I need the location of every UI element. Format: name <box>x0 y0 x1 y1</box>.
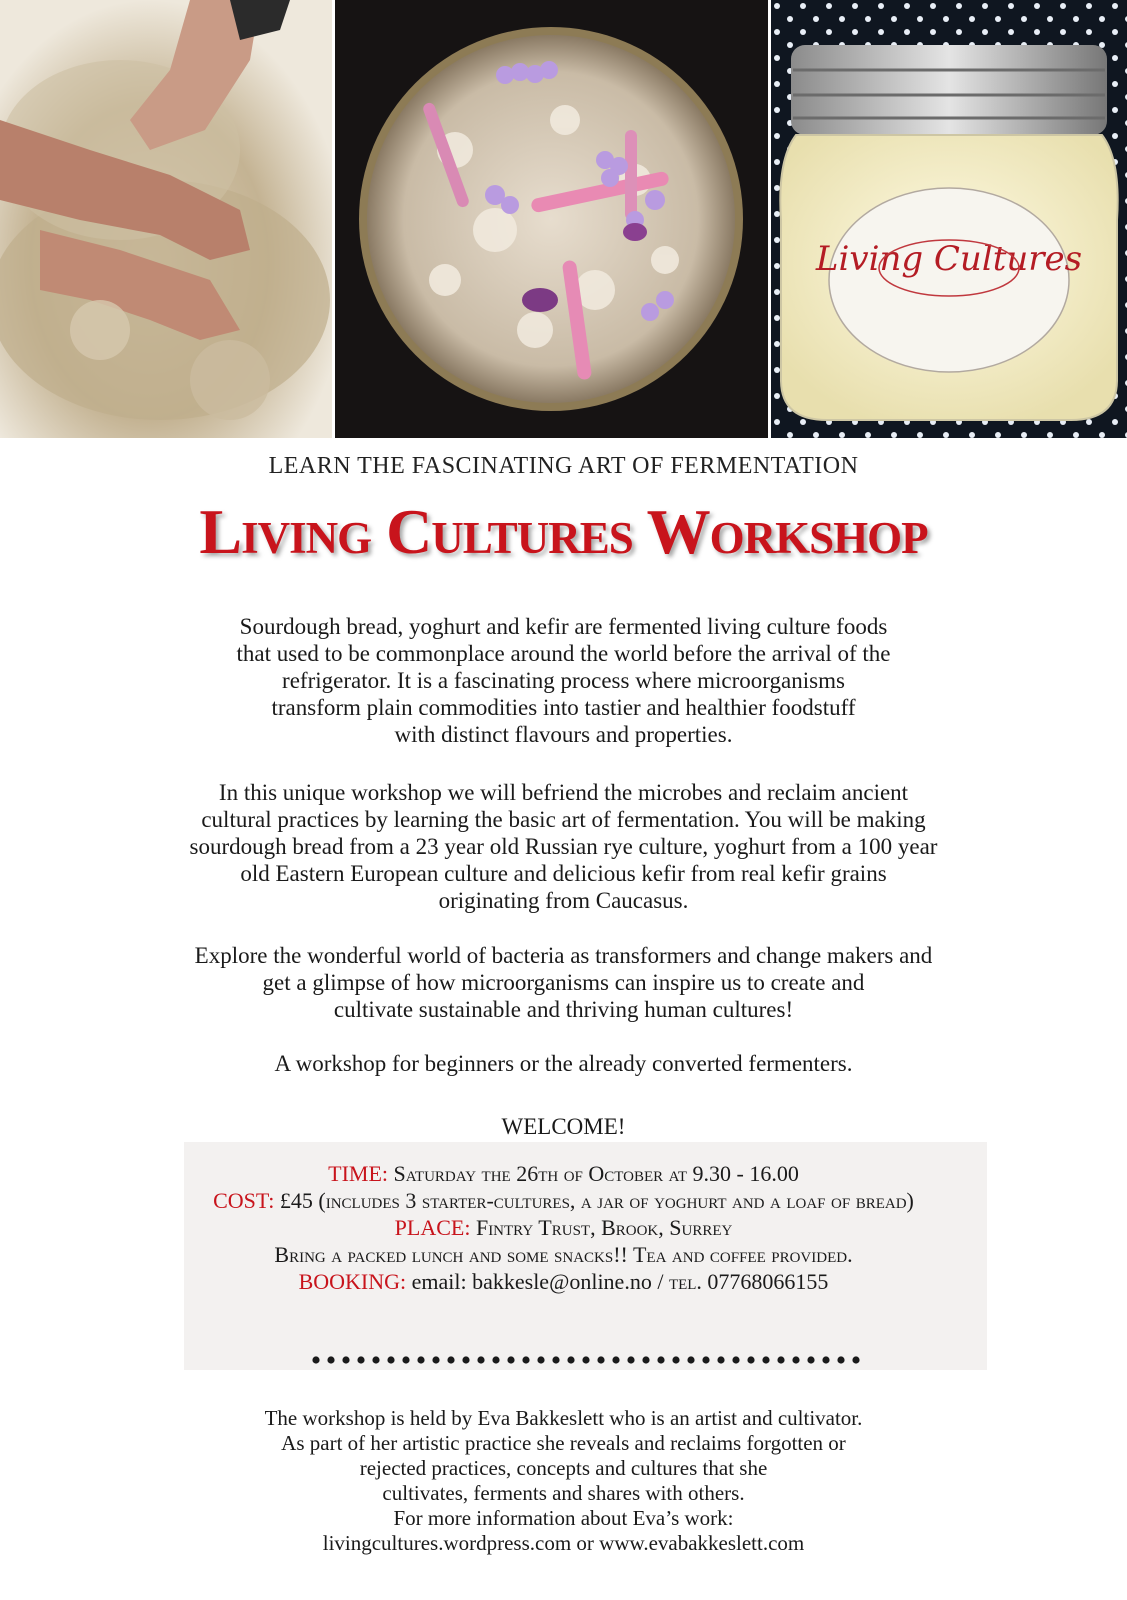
page-title: Living Cultures Workshop <box>199 496 928 567</box>
photo-strip <box>0 0 1127 438</box>
booking-phone[interactable]: tel. 07768066155 <box>668 1269 829 1294</box>
cost-line <box>0 1187 1127 1214</box>
divider-dot <box>717 1356 724 1363</box>
divider-dot <box>597 1356 604 1363</box>
place-label: PLACE: <box>394 1215 471 1240</box>
divider-dot <box>792 1356 799 1363</box>
footer-line: For more information about Eva’s work: <box>393 1506 734 1530</box>
divider-dot <box>417 1356 424 1363</box>
divider-dot <box>537 1356 544 1363</box>
text-line: In this unique workshop we will befriend the microbes and reclaim ancient <box>218 780 909 805</box>
text-line: with distinct flavours and properties. <box>394 722 733 747</box>
photo-microscope-bacteria <box>335 0 768 438</box>
text-line: Explore the wonderful world of bacteria as transformers and change makers and <box>194 943 933 968</box>
divider-dot <box>642 1356 649 1363</box>
divider-dot <box>777 1356 784 1363</box>
divider-dot <box>327 1356 334 1363</box>
bring-line: Bring a packed lunch and some snacks!! Tea and coffee provided. <box>274 1242 853 1267</box>
footer-line: rejected practices, concepts and cultures that she <box>359 1456 768 1480</box>
cost-label: COST: <box>213 1188 275 1213</box>
text-line: that used to be commonplace around the world before the arrival of the <box>236 641 891 666</box>
welcome-text: WELCOME! <box>501 1114 626 1139</box>
divider-dot <box>552 1356 559 1363</box>
kicker-heading: LEARN THE FASCINATING ART OF FERMENTATION <box>268 453 859 479</box>
text-line: transform plain commodities into tastier and healthier foodstuff <box>271 695 856 720</box>
photo-yoghurt-jar <box>771 0 1127 438</box>
event-details <box>0 1160 1127 1295</box>
divider-dot <box>342 1356 349 1363</box>
footer-line: As part of her artistic practice she reveals and reclaims forgotten or <box>281 1431 846 1455</box>
booking-email[interactable]: email: bakkesle@online.no / <box>406 1269 669 1294</box>
text-line: old Eastern European culture and delicious kefir from real kefir grains <box>240 861 887 886</box>
divider-dot <box>627 1356 634 1363</box>
divider-dot <box>852 1356 859 1363</box>
divider-dot <box>432 1356 439 1363</box>
text-line: Sourdough bread, yoghurt and kefir are fermented living culture foods <box>239 614 888 639</box>
footer-line: cultivates, ferments and shares with others. <box>382 1481 745 1505</box>
divider-dot <box>522 1356 529 1363</box>
divider-dot <box>582 1356 589 1363</box>
footer-links[interactable]: livingcultures.wordpress.com or www.evabakkeslett.com <box>322 1531 805 1555</box>
divider-dot <box>837 1356 844 1363</box>
time-label: TIME: <box>328 1161 389 1186</box>
divider-dot <box>657 1356 664 1363</box>
divider-dot <box>687 1356 694 1363</box>
footer-line: The workshop is held by Eva Bakkeslett who is an artist and cultivator. <box>264 1406 863 1430</box>
text-line: sourdough bread from a 23 year old Russian rye culture, yoghurt from a 100 year <box>189 834 938 859</box>
place-value: Fintry Trust, Brook, Surrey <box>470 1215 733 1240</box>
divider-dot <box>702 1356 709 1363</box>
booking-line <box>0 1268 1127 1295</box>
text-line: get a glimpse of how microorganisms can inspire us to create and <box>262 970 865 995</box>
divider-dot <box>672 1356 679 1363</box>
divider-dot <box>387 1356 394 1363</box>
dot-divider <box>310 1352 866 1368</box>
intro-paragraph <box>100 613 1027 748</box>
divider-dot <box>357 1356 364 1363</box>
divider-dot <box>612 1356 619 1363</box>
divider-dot <box>567 1356 574 1363</box>
booking-label: BOOKING: <box>298 1269 407 1294</box>
text-line: cultural practices by learning the basic art of fermentation. You will be making <box>201 807 926 832</box>
explore-paragraph <box>100 942 1027 1023</box>
divider-dot <box>732 1356 739 1363</box>
artist-footer <box>100 1406 1027 1556</box>
time-value: Saturday the 26th of October at 9.30 - 16.00 <box>388 1161 799 1186</box>
text-line: cultivate sustainable and thriving human cultures! <box>333 997 794 1022</box>
divider-dot <box>762 1356 769 1363</box>
place-line <box>0 1214 1127 1241</box>
text-line: A workshop for beginners or the already converted fermenters. <box>274 1051 853 1076</box>
divider-dot <box>807 1356 814 1363</box>
divider-dot <box>822 1356 829 1363</box>
jar-label-text: Living Cultures <box>815 239 1083 279</box>
divider-dot <box>477 1356 484 1363</box>
divider-dot <box>372 1356 379 1363</box>
divider-dot <box>507 1356 514 1363</box>
cost-value: £45 (includes 3 starter-cultures, a jar of yoghurt and a loaf of bread) <box>274 1188 914 1213</box>
text-line: refrigerator. It is a fascinating process where microorganisms <box>282 668 845 693</box>
text-line: originating from Caucasus. <box>438 888 689 913</box>
divider-dot <box>312 1356 319 1363</box>
divider-dot <box>747 1356 754 1363</box>
divider-dot <box>462 1356 469 1363</box>
time-line <box>0 1160 1127 1187</box>
divider-dot <box>447 1356 454 1363</box>
divider-dot <box>402 1356 409 1363</box>
workshop-paragraph <box>100 779 1027 914</box>
audience-paragraph <box>100 1050 1027 1077</box>
photo-kneading-dough <box>0 0 332 438</box>
divider-dot <box>492 1356 499 1363</box>
